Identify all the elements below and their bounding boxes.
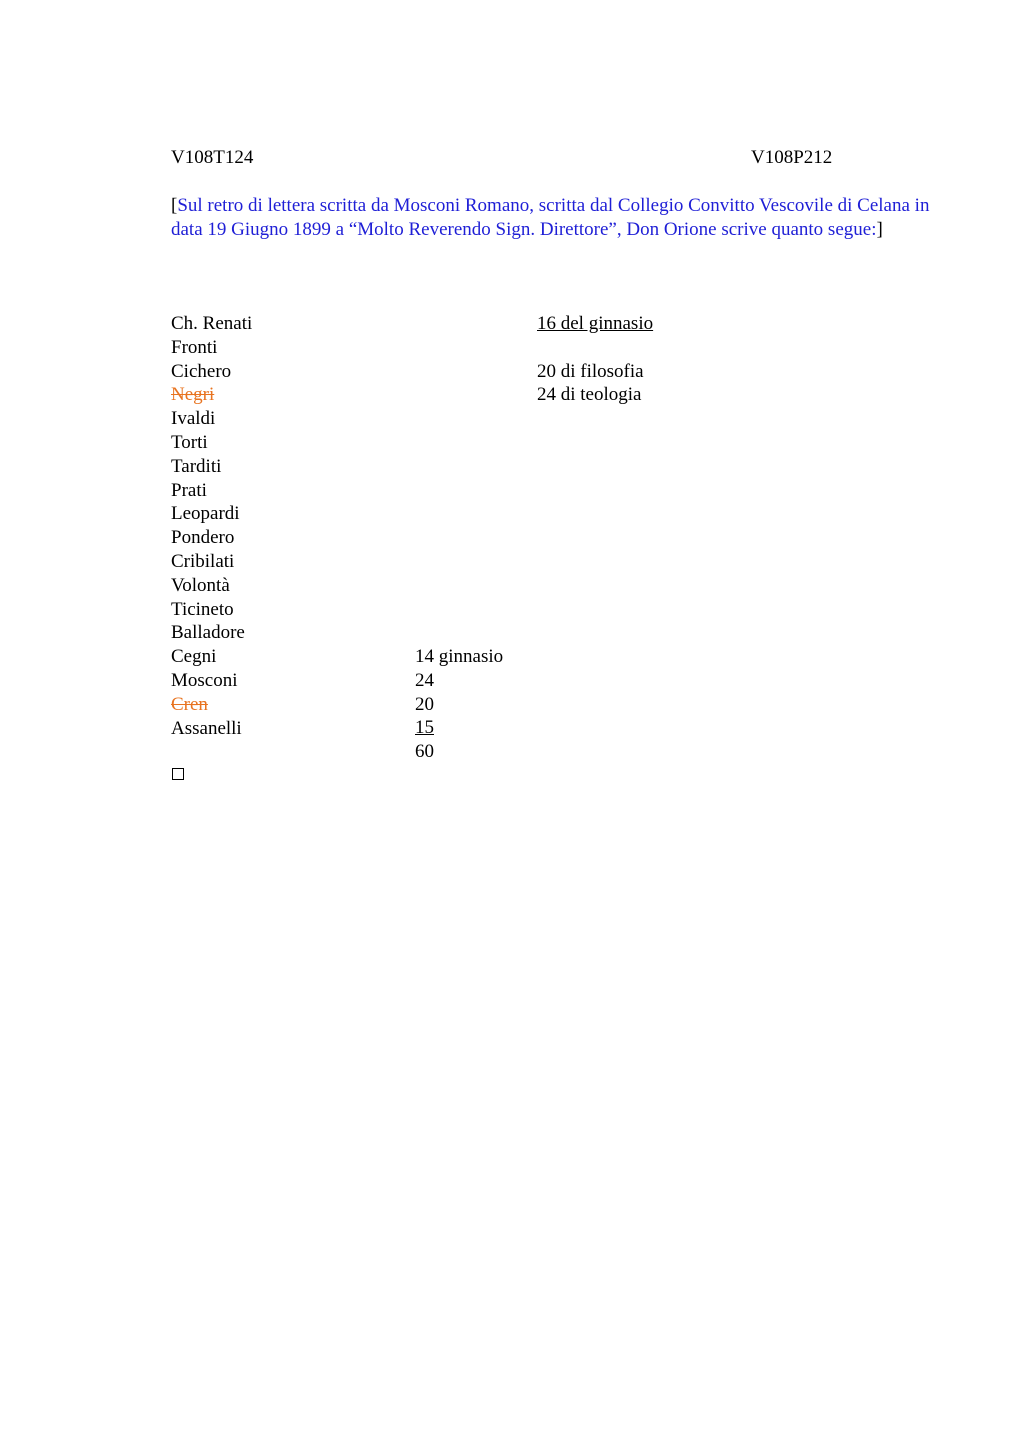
name-item: Ticineto: [171, 598, 234, 620]
name-item-struck: Cren: [171, 693, 208, 715]
name-item: Tarditi: [171, 455, 222, 477]
name-item: Pondero: [171, 527, 235, 549]
name-item: Ch. Renati: [171, 313, 253, 334]
header-right-code: V108P212: [751, 147, 833, 168]
count-item: 14 ginnasio: [415, 646, 504, 667]
name-item: Balladore: [171, 622, 245, 644]
count-item: 24: [415, 669, 434, 691]
summary-teologia: 24 di teologia: [537, 384, 642, 406]
name-item: Cegni: [171, 646, 217, 668]
empty-square-icon: [172, 768, 184, 780]
name-item: Cichero: [171, 360, 232, 382]
name-item: Torti: [171, 431, 208, 453]
name-item: Ivaldi: [171, 408, 216, 430]
name-item: Mosconi: [171, 669, 238, 691]
editorial-intro: [171, 194, 931, 242]
name-item: Cribilati: [171, 550, 235, 572]
count-item: 20: [415, 693, 434, 715]
name-item: Leopardi: [171, 503, 240, 525]
summary-ginnasio: 16 del ginnasio: [537, 313, 654, 334]
right-summary-column: [537, 312, 653, 407]
middle-counts-column: [415, 645, 503, 764]
name-item: Prati: [171, 479, 207, 501]
intro-open-bracket: [: [171, 195, 178, 216]
name-item: Volontà: [171, 574, 230, 596]
intro-text: Sul retro di lettera scritta da Mosconi Romano, scritta dal Collegio Convitto Vescovile di Celana in data 19 Giugno 1899 a “Molto Reverendo Sign. Direttore”, Don Orione scrive quanto segue:: [171, 195, 930, 240]
summary-filosofia: 20 di filosofia: [537, 360, 644, 382]
summary-blank: [537, 336, 653, 360]
count-total: 60: [415, 741, 434, 763]
names-column: [171, 312, 252, 740]
intro-close-bracket: ]: [876, 219, 883, 240]
count-item-underlined: 15: [415, 717, 434, 739]
name-item-struck: Negri: [171, 384, 215, 406]
name-item: Assanelli: [171, 717, 242, 739]
header-left-code: V108T124: [171, 147, 254, 168]
name-item: Fronti: [171, 336, 218, 358]
